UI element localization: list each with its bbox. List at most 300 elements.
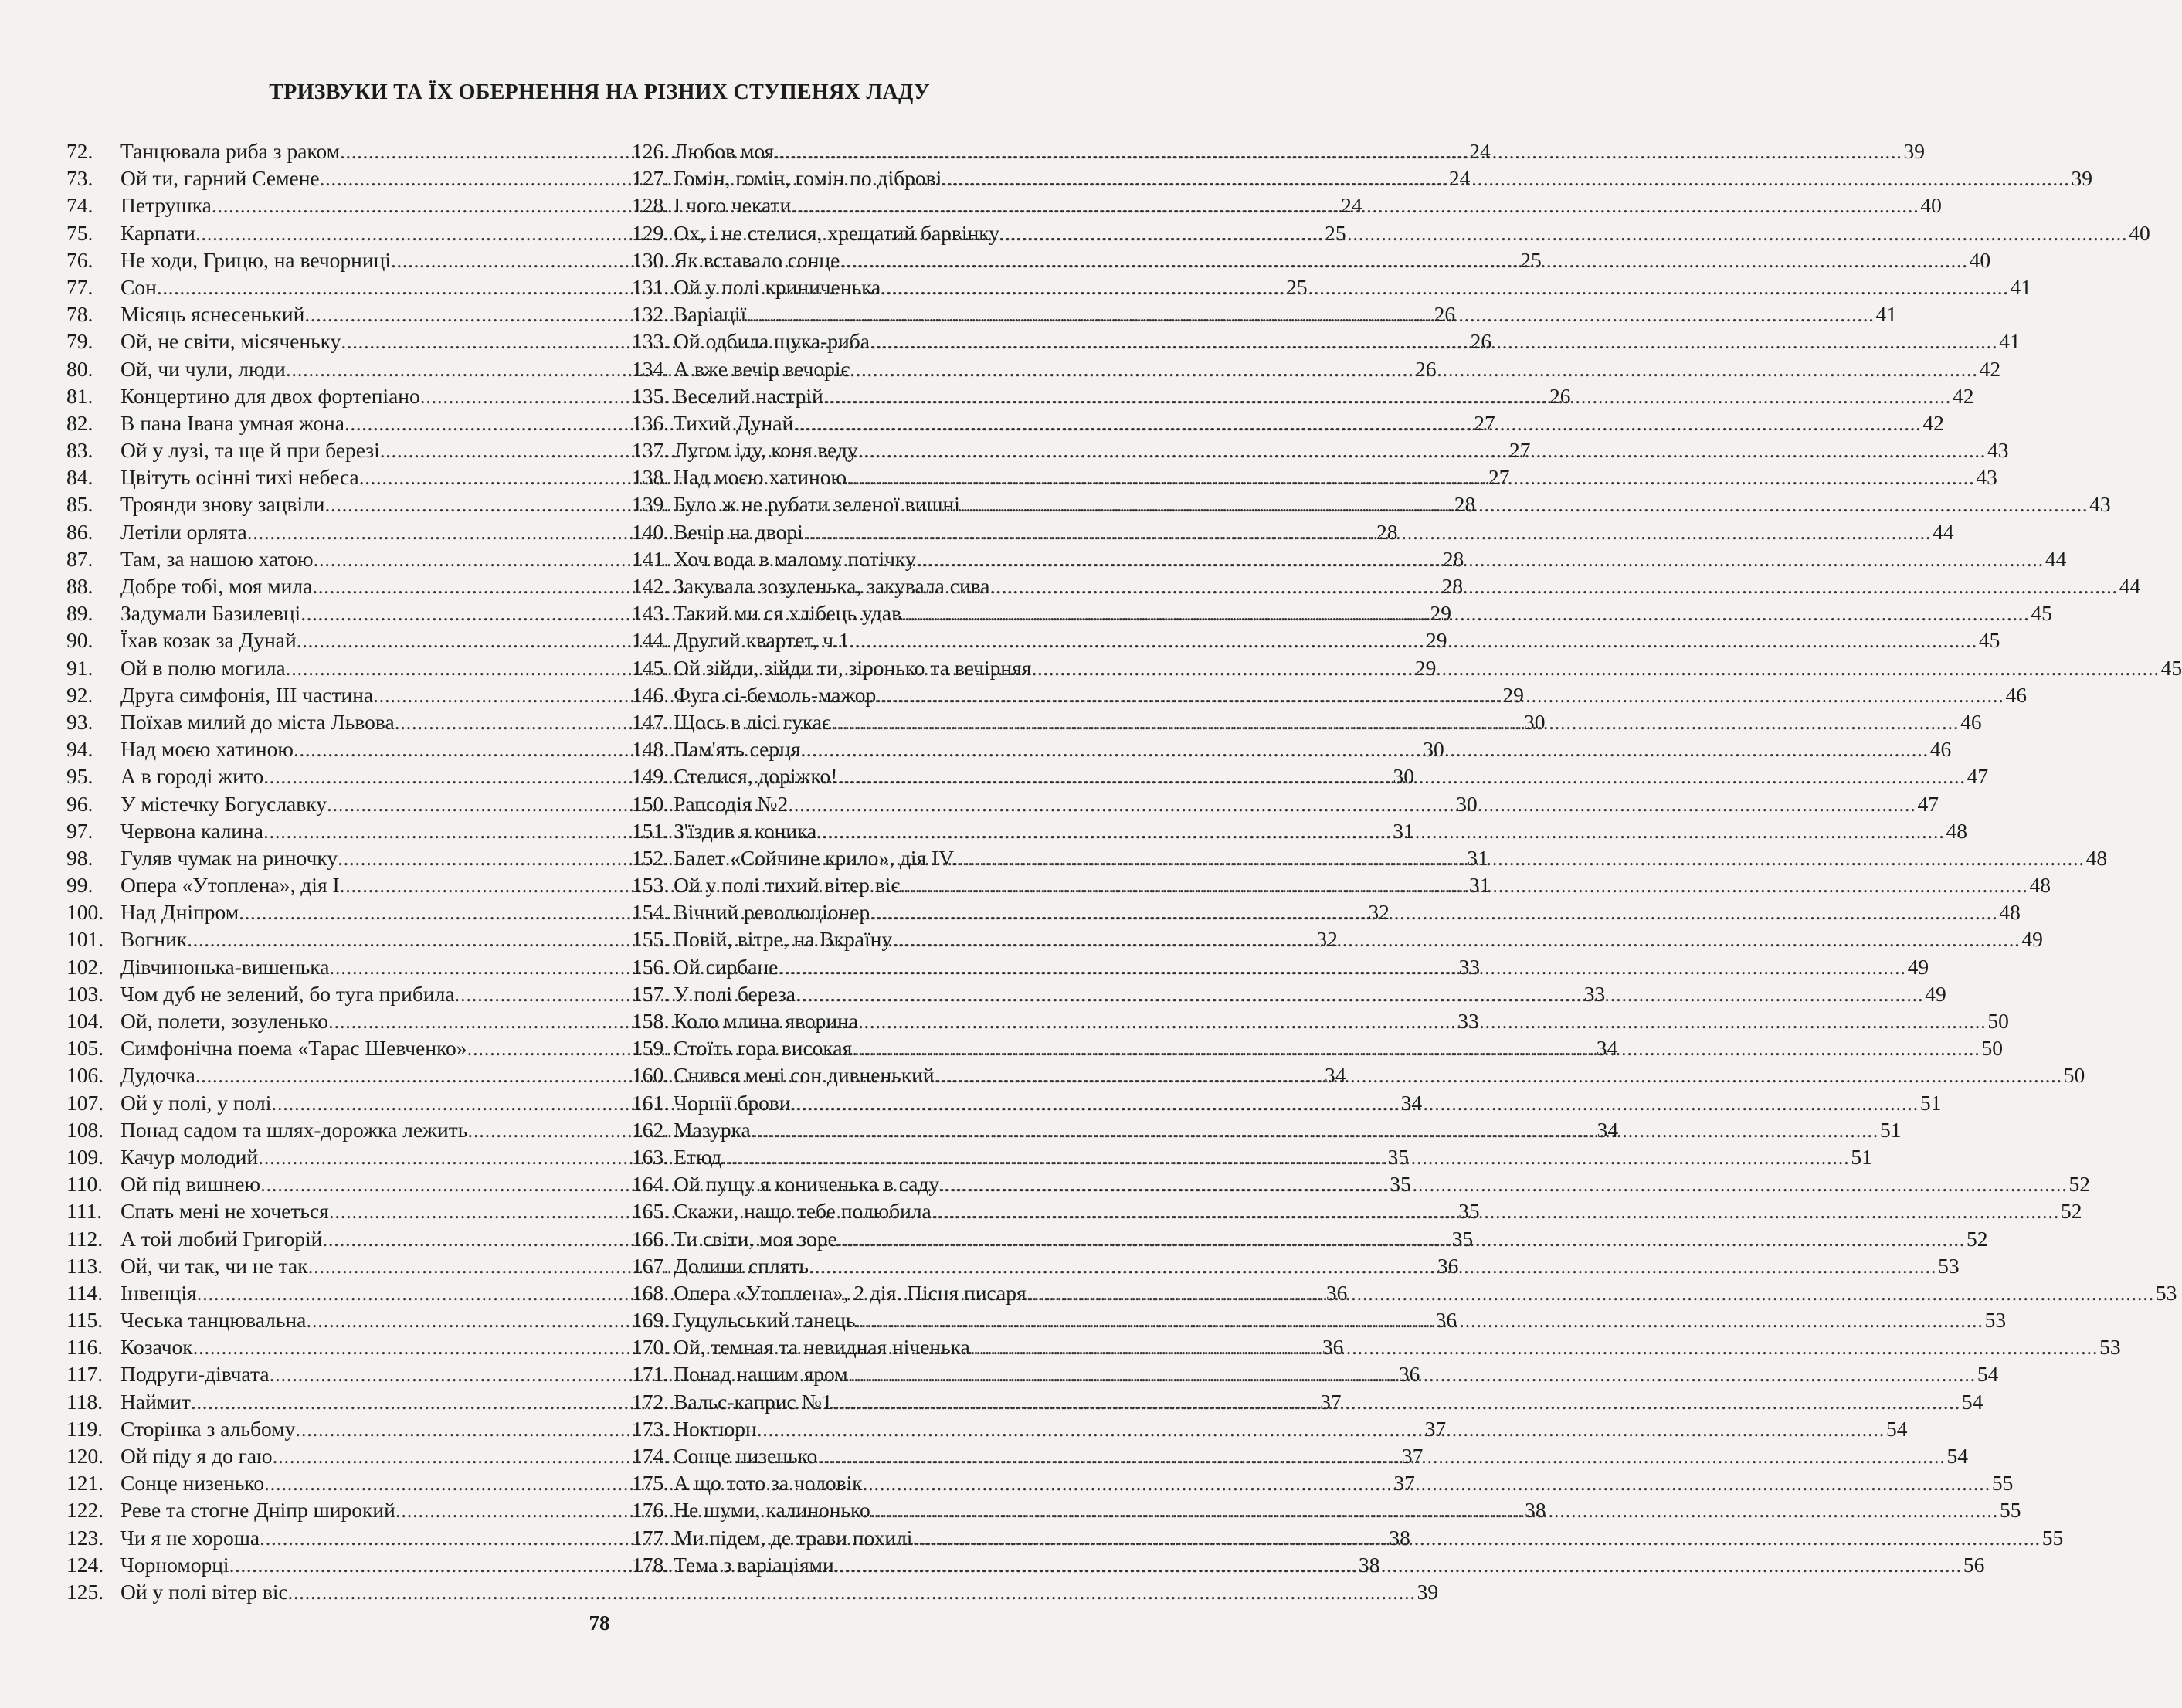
entry-title: Ой у полі вітер віє (120, 1579, 288, 1604)
entry-page: 42 (1952, 383, 1974, 408)
entry-page: 42 (1922, 410, 1944, 435)
entry-number: 95. (66, 764, 93, 789)
entry-title: Етюд (674, 1144, 722, 1169)
entry-number: 148. (632, 737, 670, 762)
entry-number: 167. (632, 1253, 670, 1278)
entry-title: Качур молодий (120, 1144, 259, 1169)
entry-page: 26 (1434, 302, 1456, 327)
entry-number: 122. (66, 1498, 104, 1523)
entry-number: 93. (66, 709, 93, 734)
entry-number: 140. (632, 519, 670, 544)
dot-leader (912, 1524, 2040, 1551)
entry-page: 46 (2005, 682, 2027, 707)
entry-page: 28 (1376, 519, 1398, 544)
entry-number: 144. (632, 628, 670, 653)
entry-page: 30 (1456, 791, 1478, 816)
entry-number: 121. (66, 1471, 104, 1496)
entry-title: Концертино для двох фортепіано (120, 383, 420, 408)
entry-title: Реве та стогне Дніпр широкий (120, 1498, 395, 1523)
entry-title: Спать мені не хочеться (120, 1199, 329, 1224)
entry-number: 164. (632, 1172, 670, 1197)
entry-title: Чом дуб не зелений, бо туга прибила (120, 981, 455, 1006)
entry-title: Над Дніпром (120, 900, 239, 925)
entry-page: 32 (1368, 900, 1390, 925)
entry-number: 145. (632, 655, 670, 680)
entry-page: 40 (1920, 193, 1942, 218)
entry-title: В пана Івана умная жона (120, 410, 344, 435)
dot-leader (823, 382, 1951, 409)
entry-title: У полі береза (674, 981, 796, 1006)
entry-page: 36 (1398, 1362, 1420, 1387)
entry-page: 51 (1919, 1090, 1942, 1115)
entry-page: 24 (1469, 139, 1491, 163)
entry-page: 54 (1977, 1362, 1999, 1387)
entry-title: Сторінка з альбому (120, 1416, 296, 1441)
entry-title: А вже вечір вечоріє (674, 356, 850, 381)
dot-leader (837, 1225, 1965, 1252)
entry-title: Інвенція (120, 1280, 197, 1305)
entry-page: 36 (1325, 1280, 1348, 1305)
dot-leader (801, 735, 1929, 762)
entry-title: Чи я не хороша (120, 1525, 260, 1550)
entry-title: Щось в лісі гукає (674, 709, 831, 734)
entry-number: 153. (632, 873, 670, 898)
entry-title: Як вставало сонце (674, 247, 840, 272)
entry-page: 29 (1502, 682, 1524, 707)
entry-title: Ой ти, гарний Семене (120, 166, 320, 191)
entry-title: Лугом іду, коня веду (674, 438, 858, 463)
entry-title: Ой піду я до гаю (120, 1444, 273, 1468)
entry-page: 24 (1341, 193, 1362, 218)
dot-leader (935, 1061, 2062, 1088)
dot-leader (1027, 1279, 2154, 1306)
entry-page: 32 (1316, 927, 1338, 952)
entry-title: Ой, не світи, місяченьку (120, 329, 341, 354)
entry-number: 149. (632, 764, 670, 789)
entry-title: Поїхав милий до міста Львова (120, 709, 395, 734)
entry-page: 24 (1448, 166, 1471, 191)
entry-title: Вічний революціонер (674, 900, 870, 925)
dot-leader (840, 246, 1967, 273)
entry-number: 117. (66, 1362, 104, 1387)
entry-title: Козачок (120, 1335, 193, 1360)
dot-leader (892, 925, 2020, 952)
entry-title: Дівчинонька-вишенька (120, 954, 330, 979)
page-title: ТРИЗВУКИ ТА ЇХ ОБЕРНЕННЯ НА РІЗНИХ СТУПЕНЯХ ЛАДУ (269, 80, 930, 104)
entry-page: 53 (1938, 1253, 1960, 1278)
entry-number: 152. (632, 845, 670, 870)
entry-page: 26 (1549, 383, 1571, 408)
entry-number: 113. (66, 1253, 104, 1278)
entry-page: 53 (1984, 1308, 2007, 1333)
entry-number: 97. (66, 818, 93, 843)
entry-page: 35 (1390, 1172, 1411, 1197)
dot-leader (746, 301, 1874, 328)
entry-title: Ми підем, де трави похилі (674, 1525, 913, 1550)
entry-number: 72. (66, 139, 93, 163)
entry-title: Ой, полети, зозуленько (120, 1009, 329, 1033)
entry-number: 177. (632, 1525, 670, 1550)
entry-title: І чого чекати (674, 193, 792, 218)
entry-number: 162. (632, 1117, 670, 1142)
entry-number: 143. (632, 601, 670, 626)
entry-page: 26 (1470, 329, 1492, 354)
entry-page: 28 (1454, 492, 1476, 517)
entry-title: Гуляв чумак на риночку (120, 845, 338, 870)
entry-page: 39 (2071, 166, 2092, 191)
entry-page: 31 (1393, 818, 1414, 843)
entry-number: 104. (66, 1009, 104, 1033)
entry-title: Чорнії брови (674, 1090, 791, 1115)
entry-title: Стелися, доріжко! (674, 764, 838, 789)
dot-leader (858, 436, 1986, 464)
entry-page: 29 (1425, 628, 1447, 653)
dot-leader (858, 1007, 1986, 1034)
entry-page: 35 (1451, 1226, 1474, 1251)
entry-page: 36 (1322, 1335, 1344, 1360)
entry-number: 130. (632, 247, 670, 272)
entry-page: 50 (2063, 1063, 2085, 1088)
entry-page: 41 (2010, 274, 2031, 299)
entry-title: Балет «Сойчине крило», дія IV. (674, 845, 957, 870)
dot-leader (287, 1578, 1415, 1605)
entry-page: 25 (1286, 274, 1308, 299)
dot-leader (989, 572, 2117, 599)
entry-page: 25 (1520, 247, 1542, 272)
entry-page: 52 (2068, 1172, 2090, 1197)
dot-leader (881, 273, 2008, 301)
entry-title: Не ходи, Грицю, на вечорниці (120, 247, 391, 272)
entry-title: Понад садом та шлях-дорожка лежить (120, 1117, 468, 1142)
entry-title: Повій, вітре, на Вкраїну (674, 927, 893, 952)
entry-number: 178. (632, 1552, 670, 1577)
dot-leader (870, 328, 1997, 355)
entry-number: 111. (66, 1199, 103, 1224)
dot-leader (837, 762, 1965, 789)
entry-page: 39 (1417, 1579, 1439, 1604)
entry-title: Сонце низенько (120, 1471, 265, 1496)
entry-number: 86. (66, 519, 93, 544)
entry-page: 37 (1393, 1471, 1415, 1496)
entry-page: 36 (1435, 1308, 1457, 1333)
entry-number: 127. (632, 166, 670, 191)
dot-leader (793, 409, 1921, 436)
entry-page: 30 (1393, 764, 1415, 789)
entry-title: Мазурка (674, 1117, 751, 1142)
entry-page: 45 (2031, 601, 2052, 626)
entry-title: Гомін, гомін, гомін по діброві (674, 166, 942, 191)
entry-number: 118. (66, 1389, 104, 1414)
dot-leader (956, 844, 2084, 871)
entry-number: 94. (66, 737, 93, 762)
entry-number: 176. (632, 1498, 670, 1523)
dot-leader (817, 1442, 1945, 1469)
entry-number: 158. (632, 1009, 670, 1033)
entry-number: 84. (66, 465, 93, 490)
entry-title: Понад нашим яром (674, 1362, 848, 1387)
entry-page: 51 (1879, 1117, 1902, 1142)
entry-page: 34 (1596, 1036, 1618, 1061)
entry-number: 129. (632, 220, 670, 245)
entry-number: 136. (632, 410, 670, 435)
entry-title: Хоч вода в малому потічку (674, 546, 916, 571)
entry-number: 119. (66, 1416, 104, 1441)
dot-leader (942, 165, 2069, 192)
entry-page: 49 (1925, 981, 1946, 1006)
entry-number: 106. (66, 1063, 104, 1088)
entry-page: 43 (1976, 465, 1997, 490)
entry-number: 74. (66, 193, 93, 218)
entry-page: 33 (1458, 954, 1481, 979)
entry-number: 73. (66, 166, 93, 191)
dot-leader (960, 491, 2088, 518)
entry-title: А в городі жито (120, 764, 264, 789)
entry-title: Любов моя (674, 139, 775, 163)
entry-number: 165. (632, 1199, 670, 1224)
entry-number: 172. (632, 1389, 670, 1414)
entry-page: 56 (1963, 1552, 1985, 1577)
dot-leader (816, 817, 1944, 844)
dot-leader (852, 1034, 1980, 1061)
entry-number: 134. (632, 356, 670, 381)
entry-page: 54 (1961, 1389, 1983, 1414)
entry-page: 26 (1415, 356, 1437, 381)
dot-leader (916, 545, 2044, 572)
entry-number: 139. (632, 492, 670, 517)
entry-page: 31 (1468, 873, 1491, 898)
entry-number: 100. (66, 900, 104, 925)
entry-title: Подруги-дівчата (120, 1362, 270, 1387)
entry-number: 90. (66, 628, 93, 653)
entry-title: Ой пущу я кониченька в саду (674, 1172, 940, 1197)
dot-leader (796, 980, 1923, 1007)
dot-leader (791, 192, 1919, 219)
dot-leader (803, 518, 1931, 545)
entry-number: 80. (66, 356, 93, 381)
entry-title: Ой зійди, зійди ти, зіронько та вечірняя (674, 655, 1032, 680)
entry-page: 54 (1886, 1416, 1908, 1441)
entry-title: Вальс-каприс №1 (674, 1389, 833, 1414)
entry-page: 41 (1875, 302, 1898, 327)
entry-page: 34 (1400, 1090, 1423, 1115)
entry-page: 39 (1903, 139, 1925, 163)
entry-page: 27 (1474, 410, 1495, 435)
entry-page: 37 (1401, 1444, 1424, 1468)
entry-page: 44 (2119, 574, 2141, 598)
entry-number: 161. (632, 1090, 670, 1115)
entry-page: 35 (1387, 1144, 1409, 1169)
entry-title: У містечку Богуславку (120, 791, 327, 816)
dot-leader (901, 599, 2029, 626)
entry-number: 76. (66, 247, 93, 272)
entry-title: Ой одбила щука-риба (674, 329, 870, 354)
entry-page: 30 (1423, 737, 1444, 762)
entry-page: 44 (1933, 519, 1954, 544)
entry-title: З'їздив я коника (674, 818, 817, 843)
entry-page: 42 (1979, 356, 2001, 381)
toc-entry (66, 1578, 1439, 1605)
dot-leader (850, 355, 1977, 382)
entry-page: 28 (1441, 574, 1464, 598)
entry-number: 79. (66, 329, 93, 354)
dot-leader (774, 138, 1902, 165)
entry-title: Долини сплять (674, 1253, 809, 1278)
entry-title: Ой у полі тихий вітер віє (674, 873, 901, 898)
dot-leader (809, 1252, 1936, 1279)
entry-title: Тема з варіаціями (674, 1552, 834, 1577)
entry-title: Чеська танцювальна (120, 1308, 307, 1333)
entry-page: 43 (1987, 438, 2009, 463)
entry-title: Ой у полі, у полі (120, 1090, 272, 1115)
entry-number: 135. (632, 383, 670, 408)
entry-page: 54 (1946, 1444, 1968, 1468)
entry-title: Задумали Базилевці (120, 601, 301, 626)
dot-leader (1031, 654, 2159, 681)
dot-leader (848, 1360, 1976, 1387)
entry-number: 160. (632, 1063, 670, 1088)
entry-page: 49 (2021, 927, 2043, 952)
entry-title: Коло млина яворина (674, 1009, 859, 1033)
entry-title: Ох, і не стелися, хрещатий барвінку (674, 220, 999, 245)
entry-number: 78. (66, 302, 93, 327)
entry-page: 45 (1978, 628, 2000, 653)
entry-title: Наймит (120, 1389, 191, 1414)
dot-leader (939, 1170, 2067, 1197)
entry-page: 35 (1458, 1199, 1480, 1224)
entry-title: Снився мені сон дивненький (674, 1063, 935, 1088)
dot-leader (834, 1551, 1962, 1578)
entry-title: Ой у полі криниченька (674, 274, 881, 299)
entry-number: 146. (632, 682, 670, 707)
entry-number: 102. (66, 954, 104, 979)
entry-page: 28 (1442, 546, 1464, 571)
entry-page: 37 (1320, 1389, 1342, 1414)
entry-title: Такий ми ся хлібець удав (674, 601, 902, 626)
entry-number: 133. (632, 329, 670, 354)
entry-title: Над моєю хатиною (674, 465, 847, 490)
entry-title: Там, за нашою хатою (120, 546, 314, 571)
entry-page: 52 (2061, 1199, 2082, 1224)
entry-page: 50 (1987, 1009, 2009, 1033)
entry-number: 82. (66, 410, 93, 435)
entry-title: Червона калина (120, 818, 263, 843)
dot-leader (833, 1388, 1960, 1415)
dot-leader (900, 871, 2028, 898)
entry-page: 27 (1509, 438, 1531, 463)
entry-number: 156. (632, 954, 670, 979)
entry-page: 37 (1424, 1416, 1447, 1441)
entry-page: 44 (2045, 546, 2067, 571)
entry-number: 154. (632, 900, 670, 925)
entry-number: 137. (632, 438, 670, 463)
entry-page: 38 (1389, 1525, 1410, 1550)
entry-number: 124. (66, 1552, 104, 1577)
entry-number: 157. (632, 981, 670, 1006)
entry-number: 171. (632, 1362, 670, 1387)
entry-number: 105. (66, 1036, 104, 1061)
page-number: 78 (589, 1611, 610, 1635)
entry-title: Закувала зозуленька, закувала сива (674, 574, 990, 598)
entry-page: 48 (1999, 900, 2021, 925)
entry-page: 48 (1946, 818, 1968, 843)
entry-title: А що тото за чоловік (674, 1471, 863, 1496)
entry-title: Ой, темная та невидная ніченька (674, 1335, 970, 1360)
entry-page: 48 (2029, 873, 2051, 898)
entry-title: Летіли орлята (120, 519, 247, 544)
entry-title: Другий квартет, ч.1 (674, 628, 850, 653)
entry-number: 107. (66, 1090, 104, 1115)
entry-title: Троянди знову зацвіли (120, 492, 325, 517)
entry-title: Фуга сі-бемоль-мажор (674, 682, 877, 707)
entry-number: 125. (66, 1579, 104, 1604)
entry-title: Пам'ять серця (674, 737, 801, 762)
entry-page: 46 (1960, 709, 1982, 734)
entry-page: 53 (2155, 1280, 2177, 1305)
entry-page: 25 (1325, 220, 1346, 245)
entry-title: Друга симфонія, ІІІ частина (120, 682, 374, 707)
entry-number: 85. (66, 492, 93, 517)
entry-number: 83. (66, 438, 93, 463)
entry-page: 45 (2160, 655, 2182, 680)
entry-number: 75. (66, 220, 93, 245)
entry-title: Стоїть гора високая (674, 1036, 853, 1061)
entry-title: Гуцульський танець (674, 1308, 856, 1333)
entry-number: 150. (632, 791, 670, 816)
entry-number: 108. (66, 1117, 104, 1142)
dot-leader (870, 1496, 1998, 1523)
entry-number: 87. (66, 546, 93, 571)
dot-leader (757, 1415, 1885, 1442)
entry-title: Ой сирбане (674, 954, 779, 979)
entry-number: 120. (66, 1444, 104, 1468)
entry-title: Вогник (120, 927, 188, 952)
entry-number: 163. (632, 1144, 670, 1169)
entry-page: 55 (2041, 1525, 2064, 1550)
dot-leader (870, 898, 1997, 925)
entry-title: Опера «Утоплена», 2 дія. Пісня писаря (674, 1280, 1027, 1305)
entry-number: 173. (632, 1416, 670, 1441)
entry-number: 109. (66, 1144, 104, 1169)
entry-number: 81. (66, 383, 93, 408)
entry-number: 155. (632, 927, 670, 952)
entry-title: Цвітуть осінні тихі небеса (120, 465, 359, 490)
entry-title: Ой у лузі, та ще й при березі (120, 438, 380, 463)
entry-title: Дудочка (120, 1063, 195, 1088)
entry-page: 30 (1523, 709, 1546, 734)
entry-page: 47 (1967, 764, 1989, 789)
dot-leader (791, 1089, 1919, 1116)
entry-page: 41 (1999, 329, 2021, 354)
entry-page: 49 (1907, 954, 1929, 979)
entry-page: 50 (1981, 1036, 2003, 1061)
entry-title: Було ж не рубати зеленої вишні (674, 492, 960, 517)
entry-page: 33 (1457, 1009, 1479, 1033)
entry-page: 47 (1917, 791, 1939, 816)
dot-leader (831, 708, 1959, 735)
entry-page: 27 (1488, 465, 1510, 490)
entry-number: 123. (66, 1525, 104, 1550)
dot-leader (932, 1197, 2059, 1224)
entry-page: 38 (1358, 1552, 1380, 1577)
entry-title: Над моєю хатиною (120, 737, 294, 762)
entry-number: 116. (66, 1335, 104, 1360)
entry-number: 88. (66, 574, 93, 598)
dot-leader (751, 1116, 1878, 1143)
entry-page: 31 (1467, 845, 1488, 870)
entry-title: Ноктюрн (674, 1416, 757, 1441)
dot-leader (788, 790, 1916, 817)
dot-leader (855, 1306, 1983, 1333)
